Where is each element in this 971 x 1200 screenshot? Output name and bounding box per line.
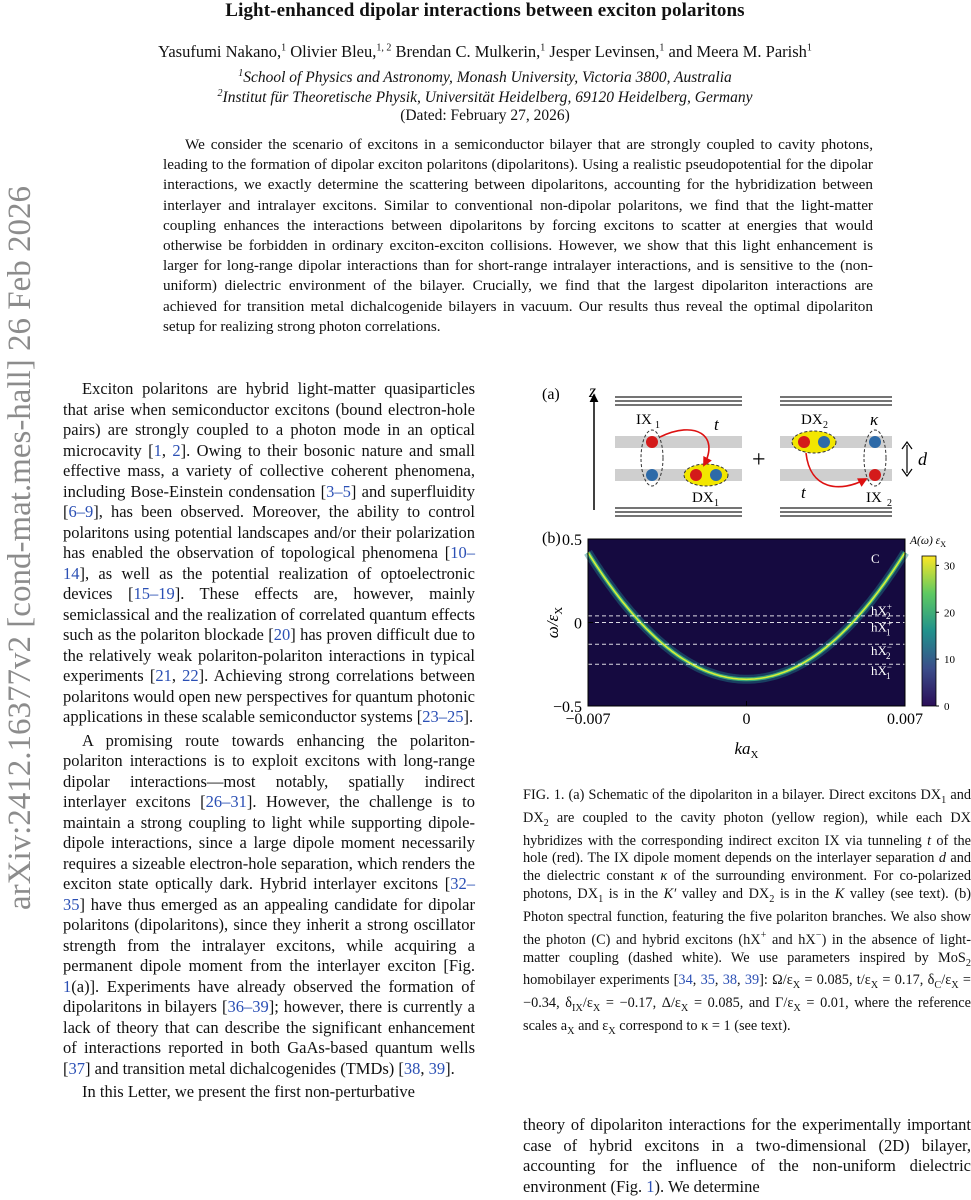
svg-text:IX: IX: [636, 412, 652, 428]
citation-link[interactable]: 15–19: [133, 584, 175, 603]
author-name: Yasufumi Nakano,$^1$: [158, 42, 287, 61]
colorbar-title: A(ω) $\varepsilon_X$: [910, 535, 946, 549]
svg-text:2: 2: [823, 420, 828, 431]
body-right-column: theory of dipolariton interactions for the experimentally important case of hybrid excitons in a two-dimensional (2D) bilayer, accounting for the influence of the non-uniform dielectric environment (Fig. 1). We determine: [523, 1115, 971, 1196]
citation-link[interactable]: 1: [63, 976, 72, 996]
colorbar-tick-label: 30: [944, 560, 955, 573]
colorbar-tick-label: 0: [944, 701, 950, 713]
panel-b-label: (b): [542, 530, 561, 547]
citation-link[interactable]: 26–31: [205, 792, 247, 811]
author-name: Brendan C. Mulkerin,$^1$: [395, 42, 546, 61]
branch-label: hX+ 2: [871, 601, 892, 621]
svg-text:1: 1: [655, 420, 660, 431]
y-tick-label: −0.5: [552, 699, 582, 716]
x-tick-label: 0: [742, 711, 751, 728]
date-line: (Dated: February 27, 2026): [400, 107, 570, 124]
separation-d-indicator: [902, 442, 928, 476]
y-tick-label: 0: [574, 615, 582, 633]
colorbar-tick-label: 10: [944, 654, 955, 667]
paragraph-3: In this Letter, we present the first non-perturbative: [82, 1082, 415, 1101]
plus-sign: +: [752, 447, 766, 473]
citation-link[interactable]: 36–39: [227, 997, 269, 1016]
author-name: Olivier Bleu,$^{1, 2}$: [290, 42, 392, 61]
citation-link[interactable]: 23–25: [422, 707, 464, 726]
svg-text:1: 1: [714, 498, 719, 509]
svg-text:IX: IX: [866, 490, 882, 506]
author-name: Jesper Levinsen,$^1$: [549, 42, 665, 61]
svg-text:d: d: [918, 449, 927, 469]
figure-1: [520, 375, 970, 775]
citation-link[interactable]: 35: [700, 972, 715, 989]
paragraph-2: A promising route towards enhancing the polariton-polariton interactions is to exploit excitons with long-range dipolar interactions—most notably, spatially indirect interlayer excitons [26–31]. However, the challenge is to maintain a strong coupling to light while supporting dipole-dipole interactions, since a large dipole moment necessarily requires a sizeable electron-hole separation, which renders the exciton state optically dark. Hybrid interlayer excitons [32–35] have thus emerged as an appealing candidate for dipolar polaritons (dipolaritons), since they inherit a strong oscillator strength from the intralayer excitons, while acquiring a permanent dipole moment from the interlayer exciton [Fig. 1(a)]. Experiments have already observed the formation of dipolaritons in bilayers [36–39]; however, there is currently a lack of theory that can describe the significant enhancement of interactions reported in both GaAs-based quantum wells [37] and transition metal dichalcogenides (TMDs) [38, 39].: [63, 730, 476, 1078]
citation-link[interactable]: 1: [153, 440, 162, 460]
panel-a-label: (a): [542, 386, 560, 403]
spectral-function-heatmap: [588, 539, 905, 706]
svg-text:t: t: [801, 483, 806, 502]
schematic-right: [780, 397, 892, 516]
branch-label: C: [871, 551, 880, 567]
citation-link[interactable]: 21: [155, 666, 172, 685]
x-tick-label: 0.007: [887, 711, 923, 728]
colorbar-tick-label: 20: [944, 607, 955, 620]
author-list: [0, 42, 970, 62]
svg-text:DX: DX: [801, 412, 823, 428]
x-tick-label: −0.007: [565, 711, 611, 728]
paragraph-1: Exciton polaritons are hybrid light-matter quasiparticles that arise when semiconductor excitons (bound electron-hole pairs) are strongly coupled to a photon mode in an optical microcavity [1, 2]. Owing to their bosonic nature and small effective mass, a variety of collective coherent phenomena, including Bose-Einstein condensation [3–5] and superfluidity [6–9], has been observed. Moreover, the ability to control polaritons using potential landscapes and/or their polarization has enabled the observation of topological phenomena [10–14], as well as the potential realization of optoelectronic devices [15–19]. These effects are, however, mainly semiclassical and the realization of correlated quantum effects such as the polariton blockade [20] has proven difficult due to the relatively weak polariton-polariton interactions in typical experiments [21, 22]. Achieving strong correlations between polaritons would open new perspectives for quantum photonic applications in these scalable semiconductor systems [23–25].: [63, 379, 476, 726]
citation-link[interactable]: 22: [182, 666, 199, 685]
affiliation-2: $^2$Institut für Theoretische Physik, Universität Heidelberg, 69120 Heidelberg, Germany: [217, 88, 753, 107]
affiliation-1: $^1$School of Physics and Astronomy, Monash University, Victoria 3800, Australia: [238, 68, 732, 87]
svg-text:t: t: [714, 415, 719, 434]
y-tick-label: 0.5: [562, 532, 582, 549]
colorbar-gradient: [922, 556, 936, 706]
author-name: and Meera M. Parish$^1$: [668, 42, 812, 61]
citation-link[interactable]: 38: [403, 1058, 421, 1078]
citation-link[interactable]: 32–35: [63, 874, 475, 914]
abstract: We consider the scenario of excitons in a semiconductor bilayer that are strongly coupled to cavity photons, leading to the formation of dipolar exciton polaritons (dipolaritons). Using a realistic pseudopotential for the dipolar interactions, we exactly determine the scattering between dipolaritons, accounting for the hybridization between interlayer and intralayer excitons. Similar to conventional non-dipolar polaritons, we find that the light-matter coupling enhances the interactions between dipolaritons by forcing excitons to scatter at energies that would otherwise be forbidden in ordinary exciton-exciton collisions. However, we show that this light enhancement is larger for long-range dipolar interactions than for short-range intralayer interactions, and is sensitive to the (non-uniform) dielectric environment of the bilayer. Crucially, we find that the largest dipolariton interactions are achieved for transition metal dichalcogenide bilayers in vacuum. Our results thus reveal the optimal dipolariton setup for realizing strong photon correlations.: [163, 136, 873, 335]
citation-link[interactable]: 39: [744, 972, 760, 989]
svg-text:DX: DX: [692, 490, 714, 506]
citation-link[interactable]: 6–9: [68, 502, 94, 521]
citation-link[interactable]: 34: [678, 972, 693, 989]
citation-link[interactable]: 38: [722, 972, 737, 989]
svg-text:2: 2: [887, 498, 892, 509]
branch-label: hX− 2: [871, 641, 892, 661]
citation-link[interactable]: 10–14: [63, 543, 475, 583]
x-axis-label: $ka_X$: [734, 739, 759, 761]
branch-label: hX+ 1: [871, 618, 892, 638]
citation-link[interactable]: 20: [273, 625, 291, 644]
branch-label: hX− 1: [871, 661, 892, 681]
citation-link[interactable]: 39: [428, 1058, 446, 1078]
schematic-left: [615, 397, 742, 516]
citation-link[interactable]: 3–5: [326, 481, 351, 501]
svg-text:κ: κ: [870, 410, 879, 429]
citation-link[interactable]: 1: [646, 1176, 655, 1196]
body-left-column: [63, 379, 475, 1103]
y-axis-label: $\omega/\varepsilon_X$: [543, 606, 565, 639]
paper-title: Light-enhanced dipolar interactions between exciton polaritons: [225, 0, 745, 21]
z-axis-label: z: [589, 381, 597, 401]
arxiv-identifier-stamp[interactable]: arXiv:2412.16377v2 [cond-mat.mes-hall] 26 Feb 2026: [2, 185, 38, 910]
colorbar: [909, 535, 956, 713]
citation-link[interactable]: 37: [68, 1058, 85, 1078]
citation-link[interactable]: 2: [172, 440, 181, 460]
figure-caption: FIG. 1. (a) Schematic of the dipolariton in a bilayer. Direct excitons $DX_1$ and $DX_2$ are coupled to the cavity photon (yellow region), while each DX hybridizes with the corresponding indirect exciton IX via tunneling t of the hole (red). The IX dipole moment depends on the interlayer separation d and the dielectric constant κ of the surrounding environment. For co-polarized photons, $DX_1$ is in the K′ valley and $DX_2$ is in the K valley (see text). (b) Photon spectral function, featuring the five polariton branches. We also show the photon (C) and hybrid excitons (hX+ and hX−) in the absence of light-matter coupling (dashed white). We use parameters inspired by MoS$_2$ homobilayer experiments [34, 35, 38, 39]: $\Omega/\varepsilon_X = 0.085$, $t/\varepsilon_X = 0.17$, $\delta_C/\varepsilon_X = -0.34$, $\delta_{IX}/\varepsilon_X = -0.17$, $\Delta/\varepsilon_X = 0.085$, and $\Gamma/\varepsilon_X = 0.01$, where the reference scales $a_X$ and $\varepsilon_X$ correspond to κ = 1 (see text).: [523, 787, 971, 1037]
